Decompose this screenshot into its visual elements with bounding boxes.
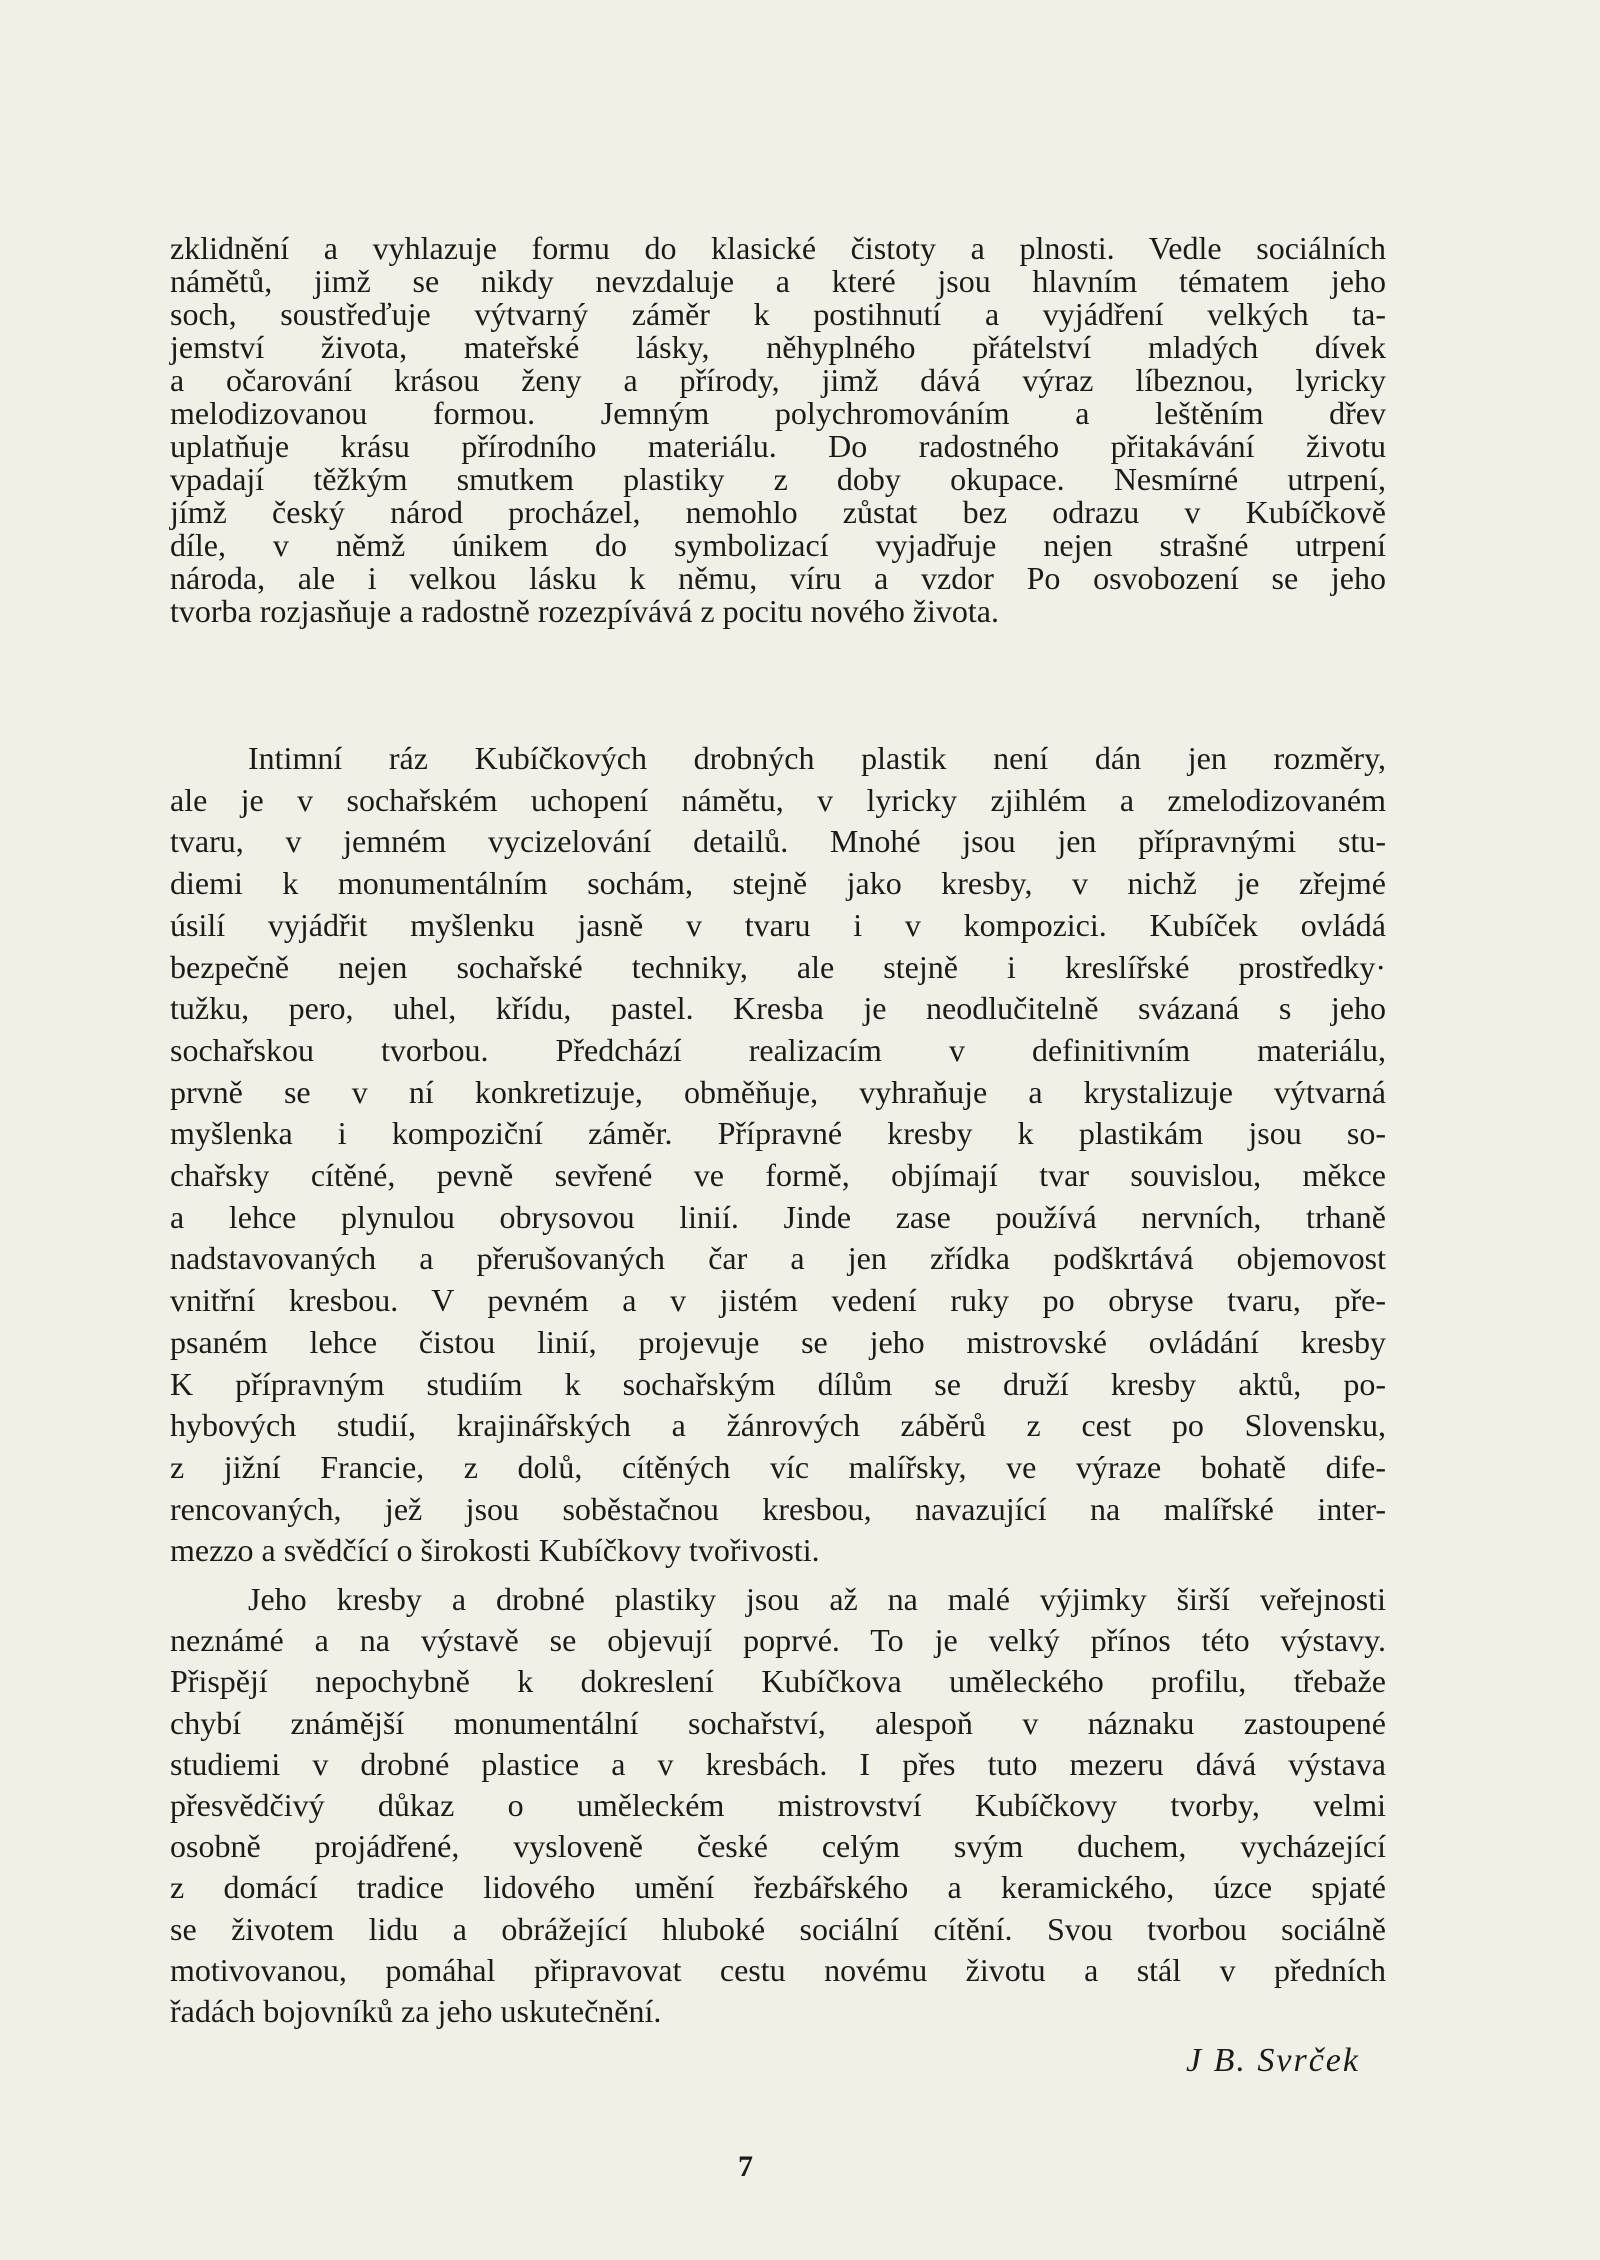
text-line: mezzo a svědčící o širokosti Kubíčkovy tvořivosti.: [170, 1532, 820, 1569]
text-line: jímž český národ procházel, nemohlo zůstat bez odrazu v Kubíčkově: [170, 494, 1386, 530]
text-line: neznámé a na výstavě se objevují poprvé. To je velký přínos této výstavy.: [170, 1622, 1386, 1659]
paragraph-3: [170, 1579, 1386, 2032]
text-line: osobně projádřené, vysloveně české celým svým duchem, vycházející: [170, 1828, 1386, 1865]
text-line: melodizovanou formou. Jemným polychromováním a leštěním dřev: [170, 395, 1386, 431]
text-line: z domácí tradice lidového umění řezbářského a keramického, úzce spjaté: [170, 1869, 1386, 1906]
text-line: zklidnění a vyhlazuje formu do klasické čistoty a plnosti. Vedle sociálních: [170, 230, 1386, 266]
text-line: motivovanou, pomáhal připravovat cestu novému životu a stál v předních: [170, 1951, 1386, 1988]
text-line: námětů, jimž se nikdy nevzdaluje a které jsou hlavním tématem jeho: [170, 263, 1386, 299]
text-line: Přispějí nepochybně k dokreslení Kubíčkova uměleckého profilu, třebaže: [170, 1663, 1386, 1700]
text-line: a očarování krásou ženy a přírody, jimž dává výraz líbeznou, lyricky: [170, 362, 1386, 398]
text-line: K přípravným studiím k sochařským dílům se druží kresby aktů, po-: [170, 1365, 1386, 1402]
text-line: soch, soustřeďuje výtvarný záměr k postihnutí a vyjádření velkých ta-: [170, 296, 1386, 332]
text-line: bezpečně nejen sochařské techniky, ale stejně i kreslířské prostředky·: [170, 948, 1386, 985]
text-line: tvaru, v jemném vycizelování detailů. Mnohé jsou jen přípravnými stu-: [170, 823, 1386, 860]
text-line: tužku, pero, uhel, křídu, pastel. Kresba je neodlučitelně svázaná s jeho: [170, 990, 1386, 1027]
author-signature: J B. Svrček: [1186, 2042, 1360, 2079]
text-line: Intimní ráz Kubíčkových drobných plastik není dán jen rozměry,: [248, 740, 1386, 776]
text-line: ale je v sochařském uchopení námětu, v lyricky zjihlém a zmelodizovaném: [170, 781, 1386, 818]
text-line: rencovaných, jež jsou soběstačnou kresbou, navazující na malířské inter-: [170, 1490, 1386, 1527]
text-line: chybí známější monumentální sochařství, alespoň v náznaku zastoupené: [170, 1704, 1386, 1741]
page-number: 7: [738, 2150, 753, 2183]
text-line: uplatňuje krásu přírodního materiálu. Do radostného přitakávání životu: [170, 428, 1386, 464]
paragraph-1: [170, 232, 1386, 628]
text-line: jemství života, mateřské lásky, něhyplného přátelství mladých dívek: [170, 329, 1386, 365]
text-line: nadstavovaných a přerušovaných čar a jen zřídka podškrtává objemovost: [170, 1240, 1386, 1277]
text-line: vnitřní kresbou. V pevném a v jistém vedení ruky po obryse tvaru, pře-: [170, 1282, 1386, 1319]
text-line: prvně se v ní konkretizuje, obměňuje, vyhraňuje a krystalizuje výtvarná: [170, 1073, 1386, 1110]
text-line: Jeho kresby a drobné plastiky jsou až na malé výjimky širší veřejnosti: [248, 1581, 1386, 1617]
text-line: národa, ale i velkou lásku k němu, víru a vzdor Po osvobození se jeho: [170, 560, 1386, 596]
text-line: a lehce plynulou obrysovou linií. Jinde zase používá nervních, trhaně: [170, 1198, 1386, 1235]
paragraph-2: [170, 738, 1386, 1572]
text-line: vpadají těžkým smutkem plastiky z doby okupace. Nesmírné utrpení,: [170, 461, 1386, 497]
text-line: z jižní Francie, z dolů, cítěných víc malířsky, ve výraze bohatě dife-: [170, 1448, 1386, 1485]
text-line: sochařskou tvorbou. Předchází realizacím v definitivním materiálu,: [170, 1031, 1386, 1068]
text-line: chařsky cítěné, pevně sevřené ve formě, objímají tvar souvislou, měkce: [170, 1157, 1386, 1194]
text-line: řadách bojovníků za jeho uskutečnění.: [170, 1993, 662, 2030]
text-line: psaném lehce čistou linií, projevuje se jeho mistrovské ovládání kresby: [170, 1323, 1386, 1360]
text-line: hybových studií, krajinářských a žánrových záběrů z cest po Slovensku,: [170, 1407, 1386, 1444]
text-line: přesvědčivý důkaz o uměleckém mistrovství Kubíčkovy tvorby, velmi: [170, 1787, 1386, 1824]
text-line: studiemi v drobné plastice a v kresbách. I přes tuto mezeru dává výstava: [170, 1745, 1386, 1782]
text-line: úsilí vyjádřit myšlenku jasně v tvaru i v kompozici. Kubíček ovládá: [170, 906, 1386, 943]
text-line: se životem lidu a obrážející hluboké sociální cítění. Svou tvorbou sociálně: [170, 1910, 1386, 1947]
text-line: myšlenka i kompoziční záměr. Přípravné kresby k plastikám jsou so-: [170, 1115, 1386, 1152]
text-line: díle, v němž únikem do symbolizací vyjadřuje nejen strašné utrpení: [170, 527, 1386, 563]
text-line: tvorba rozjasňuje a radostně rozezpívává z pocitu nového života.: [170, 593, 999, 629]
text-line: diemi k monumentálním sochám, stejně jako kresby, v nichž je zřejmé: [170, 865, 1386, 902]
